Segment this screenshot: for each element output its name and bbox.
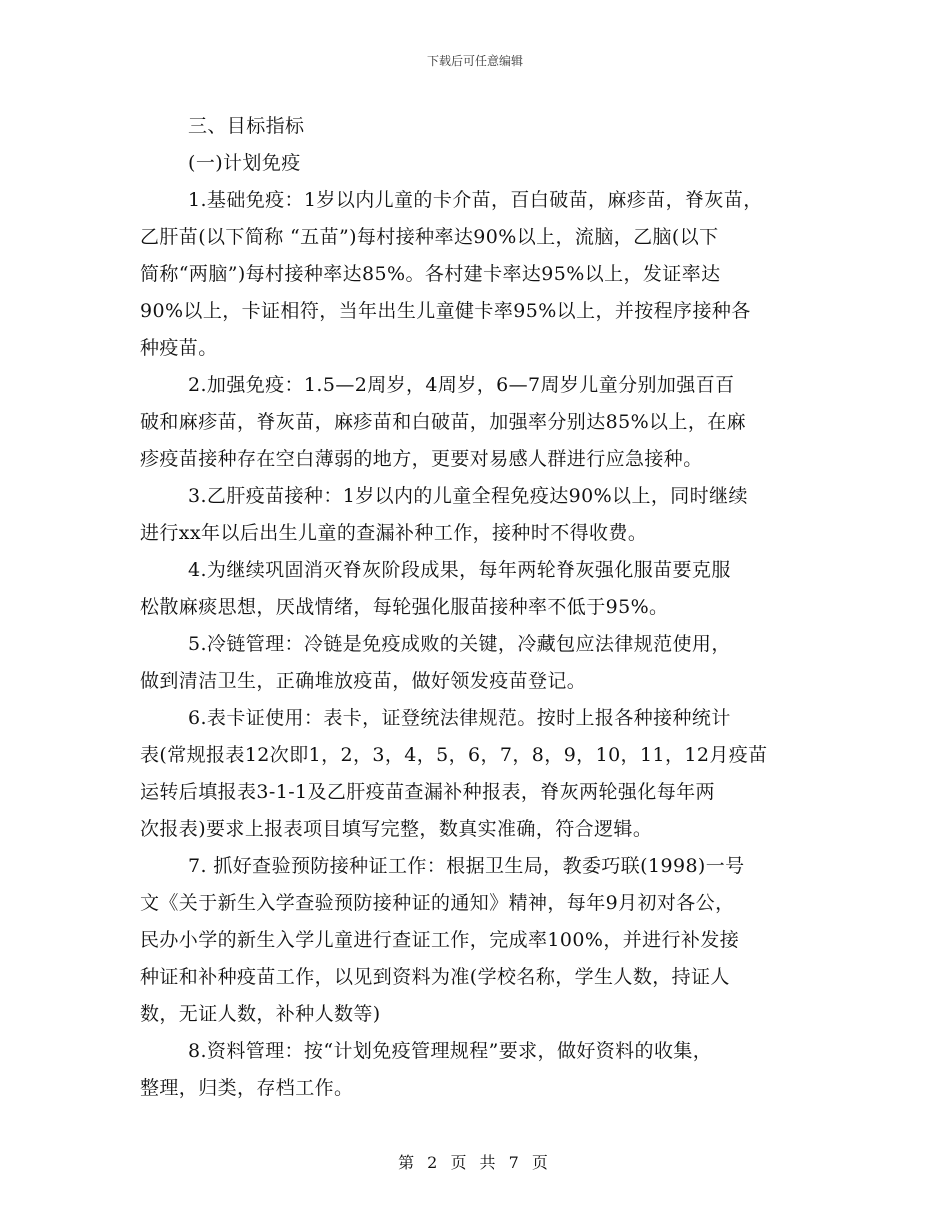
text-line: 1.基础免疫：1岁以内儿童的卡介苗，百白破苗，麻疹苗，脊灰苗， [188, 189, 763, 211]
text-line: 4.为继续巩固消灭脊灰阶段成果，每年两轮脊灰强化服苗要克服 [188, 559, 731, 581]
text-line: 简称“两脑”)每村接种率达85%。各村建卡率达95%以上，发证率达 [140, 263, 721, 285]
text-line: 数，无证人数，补种人数等) [140, 1003, 381, 1025]
text-line: 运转后填报表3-1-1及乙肝疫苗查漏补种报表，脊灰两轮强化每年两 [140, 781, 715, 803]
text-line: 整理，归类，存档工作。 [140, 1077, 354, 1099]
page-header: 下载后可任意编辑 [426, 54, 523, 68]
text-line: 民办小学的新生入学儿童进行查证工作，完成率100%，并进行补发接 [140, 929, 740, 951]
page-footer: 第 2 页 共 7 页 [398, 1153, 552, 1172]
text-line: 疹疫苗接种存在空白薄弱的地方，更要对易感人群进行应急接种。 [140, 448, 703, 470]
text-line: 破和麻疹苗，脊灰苗，麻疹苗和白破苗，加强率分别达85%以上，在麻 [140, 411, 747, 433]
text-line: 做到清洁卫生，正确堆放疫苗，做好领发疫苗登记。 [140, 670, 587, 692]
text-line: 2.加强免疫：1.5—2周岁，4周岁，6—7周岁儿童分别加强百百 [188, 374, 735, 396]
document-body [140, 108, 820, 1107]
text-line: 表(常规报表12次即1，2，3，4，5，6，7，8，9，10，11，12月疫苗 [140, 744, 768, 766]
text-line: 三、目标指标 [188, 115, 305, 137]
text-line: 8.资料管理：按“计划免疫管理规程”要求，做好资料的收集， [188, 1040, 713, 1062]
text-line: 种证和补种疫苗工作，以见到资料为准(学校名称，学生人数，持证人 [140, 966, 730, 988]
text-line: (一)计划免疫 [188, 152, 301, 174]
text-line: 3.乙肝疫苗接种：1岁以内的儿童全程免疫达90%以上，同时继续 [188, 485, 748, 507]
text-line: 松散麻痰思想，厌战情绪，每轮强化服苗接种率不低于95%。 [140, 596, 669, 618]
text-line: 进行xx年以后出生儿童的查漏补种工作，接种时不得收费。 [140, 522, 648, 544]
text-line: 乙肝苗(以下简称 “五苗”)每村接种率达90%以上，流脑，乙脑(以下 [140, 226, 719, 248]
text-line: 次报表)要求上报表项目填写完整，数真实准确，符合逻辑。 [140, 818, 653, 840]
text-line: 种疫苗。 [140, 337, 218, 359]
text-line: 90%以上，卡证相符，当年出生儿童健卡率95%以上，并按程序接种各 [140, 300, 751, 322]
text-line: 6.表卡证使用：表卡，证登统法律规范。按时上报各种接种统计 [188, 707, 731, 729]
text-line: 文《关于新生入学查验预防接种证的通知》精神，每年9月初对各公， [140, 892, 735, 914]
text-line: 5.冷链管理：冷链是免疫成败的关键，冷藏包应法律规范使用， [188, 633, 731, 655]
text-line: 7. 抓好查验预防接种证工作：根据卫生局，教委巧联(1998)一号 [188, 855, 745, 877]
